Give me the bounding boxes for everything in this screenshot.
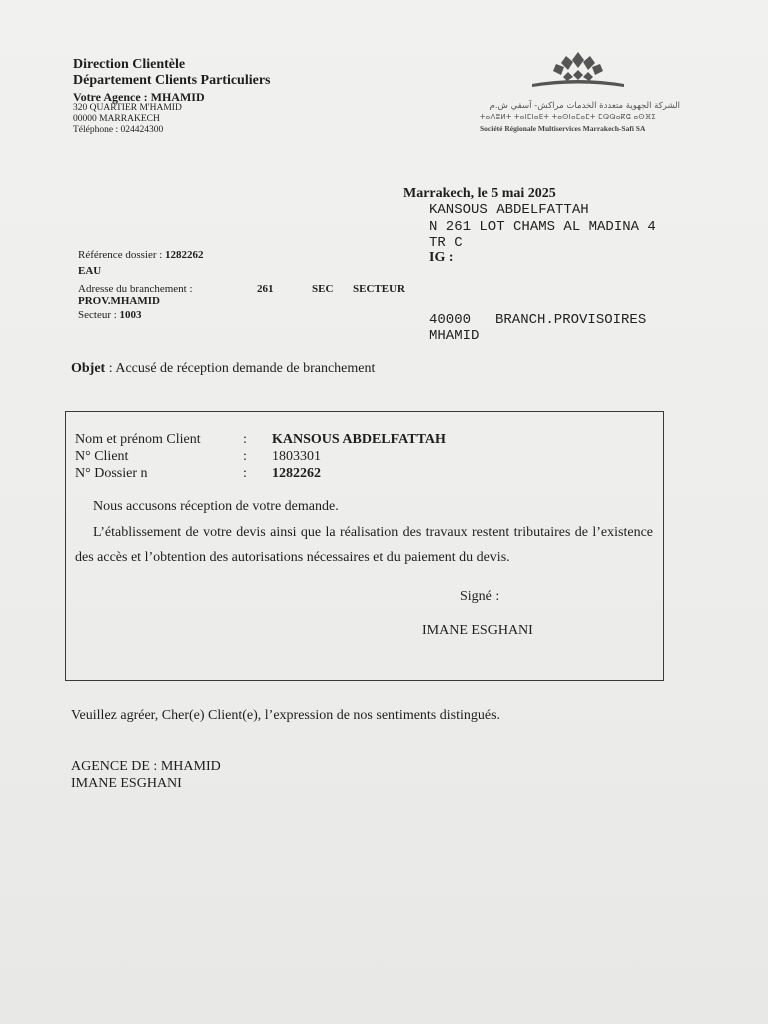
- conditions-paragraph: L’établissement de votre devis ainsi que la réalisation des travaux restent tributaires de l’existence des accès et l’obtention des autorisations nécessaires et du paiement du devis.: [75, 525, 653, 565]
- secteur-value: 1003: [119, 309, 142, 321]
- footer-agency: AGENCE DE : MHAMID: [71, 759, 221, 774]
- sender-agency: Votre Agence : MHAMID: [73, 90, 205, 104]
- recipient-address-1: N 261 LOT CHAMS AL MADINA 4: [429, 219, 656, 235]
- branchement-address-number: 261: [257, 283, 274, 295]
- client-name-colon: :: [243, 432, 247, 447]
- sender-phone: Téléphone : 024424300: [73, 125, 164, 135]
- branchement-address-label: Adresse du branchement :: [78, 283, 193, 295]
- recipient-postal-code: 40000: [429, 312, 472, 328]
- dossier-number-label: N° Dossier n: [75, 466, 148, 481]
- company-emblem-icon: [528, 50, 628, 92]
- objet-text: : Accusé de réception demande de branchement: [105, 361, 376, 376]
- dossier-value: 1282262: [165, 249, 204, 261]
- client-name-label: Nom et prénom Client: [75, 432, 201, 447]
- recipient-address-2: TR C: [429, 235, 463, 251]
- secteur-label: Secteur :: [78, 309, 120, 321]
- sender-direction: Direction Clientèle: [73, 57, 186, 72]
- branchement-address-line2: PROV.MHAMID: [78, 295, 160, 307]
- secteur: [78, 309, 142, 321]
- acknowledgement-box: [65, 411, 664, 681]
- dossier-number-colon: :: [243, 466, 247, 481]
- reception-sentence: Nous accusons réception de votre demande.: [93, 499, 339, 514]
- client-number-value: 1803301: [272, 449, 321, 464]
- sender-department: Département Clients Particuliers: [73, 73, 271, 88]
- client-name-value: KANSOUS ABDELFATTAH: [272, 432, 446, 447]
- objet-label: Objet: [71, 361, 106, 376]
- branchement-address-sec: SEC: [312, 283, 334, 295]
- client-number-colon: :: [243, 449, 247, 464]
- recipient-ig: IG :: [429, 250, 454, 265]
- signer-name: IMANE ESGHANI: [422, 623, 533, 638]
- logo-french-text: Société Régionale Multiservices Marrakech-Safi SA: [480, 124, 646, 133]
- dossier-number-value: 1282262: [272, 466, 321, 481]
- signature-label: Signé :: [460, 589, 500, 604]
- recipient-city-1: BRANCH.PROVISOIRES: [495, 312, 647, 328]
- recipient-name: KANSOUS ABDELFATTAH: [429, 202, 589, 218]
- objet-line: [71, 361, 375, 377]
- sender-address-2: 00000 MARRAKECH: [73, 114, 160, 124]
- logo-tifinagh-text: ⵜⴰⴷⵓⵍⵜ ⵜⴰⵏⵎⵏⴰⴹⵜ ⵜⴰⵙⵏⴰⵎⴰⵎⵜ ⵎⵕⵕⴰⴽⵛ ⴰⵙⴼⵉ: [480, 113, 656, 121]
- place-date: Marrakech, le 5 mai 2025: [403, 186, 556, 201]
- logo-arabic-text: الشركة الجهوية متعددة الخدمات مراكش- آسفي ش.م: [489, 101, 680, 111]
- closing-sentence: Veuillez agréer, Cher(e) Client(e), l’expression de nos sentiments distingués.: [71, 708, 501, 723]
- branchement-address-secteur: SECTEUR: [353, 283, 405, 295]
- service-type: EAU: [78, 265, 102, 277]
- client-number-label: N° Client: [75, 449, 129, 464]
- recipient-city-2: MHAMID: [429, 328, 480, 344]
- footer-name: IMANE ESGHANI: [71, 776, 182, 791]
- dossier-label: Référence dossier :: [78, 249, 166, 261]
- sender-address-1: 320 QUARTIER M'HAMID: [73, 103, 182, 113]
- dossier-reference: [78, 249, 204, 261]
